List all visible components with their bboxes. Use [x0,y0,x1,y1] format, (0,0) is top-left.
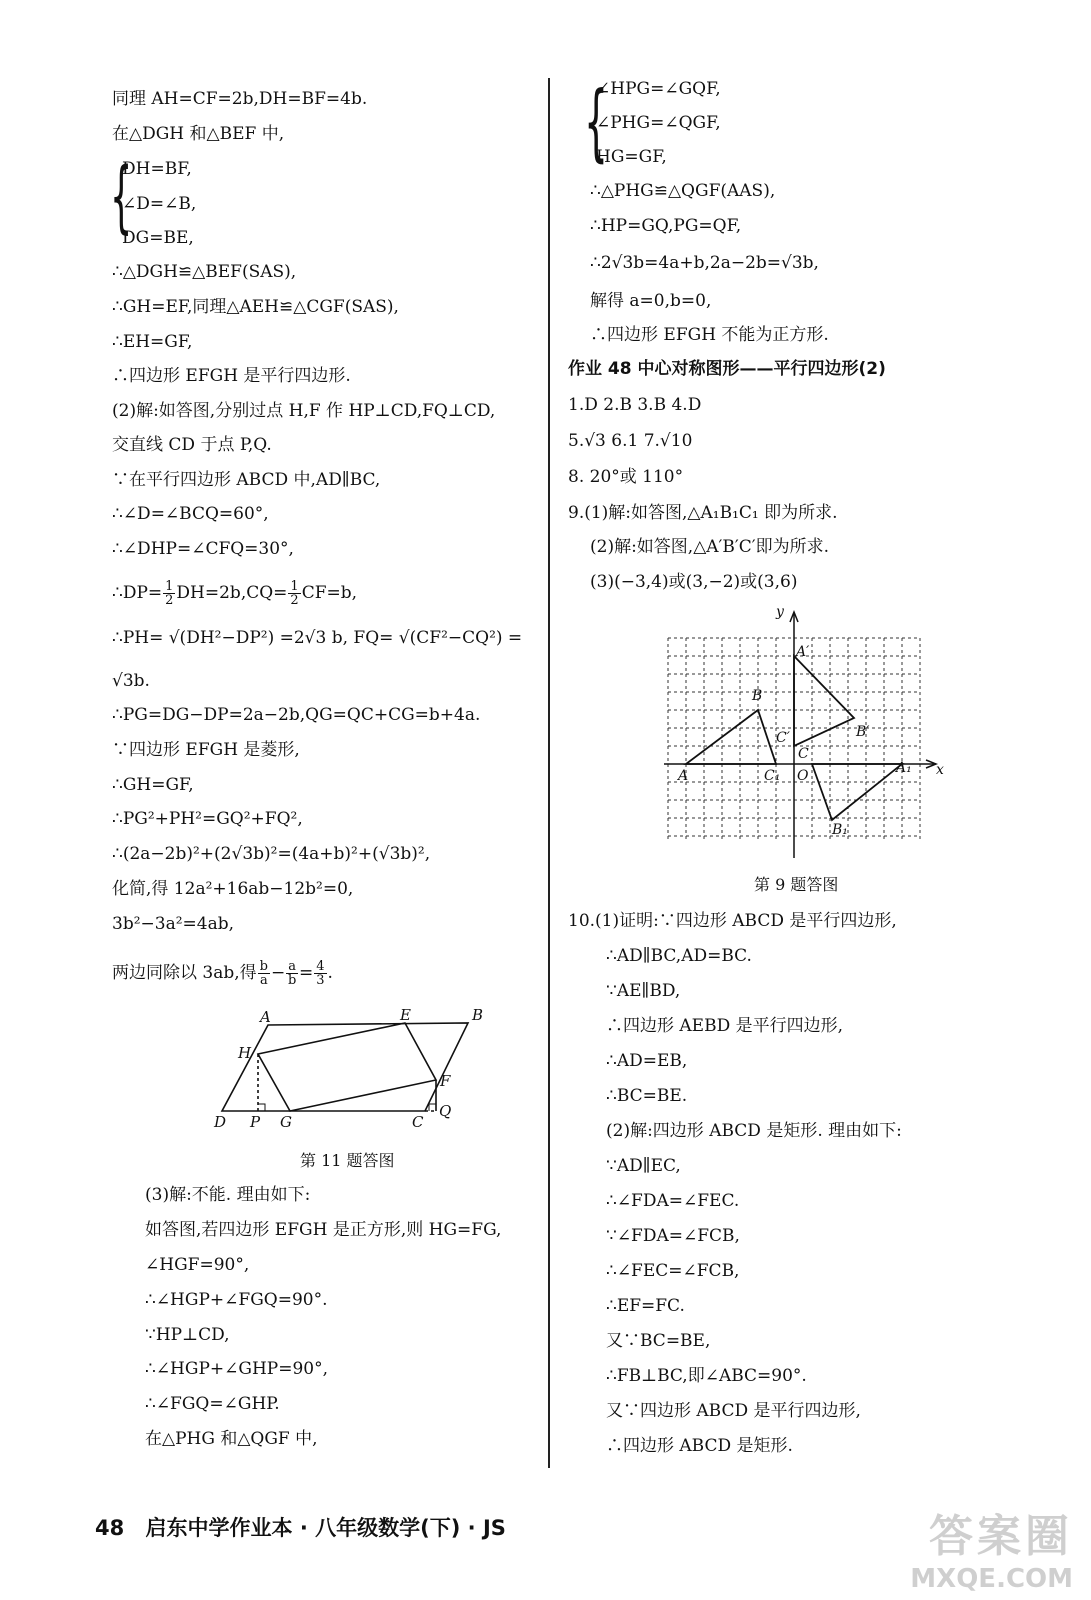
label-b1: B₁ [832,822,848,838]
watermark-text: 答案圈 [929,1511,1073,1562]
text-line: ∴∠HGP+∠GHP=90°, [145,1359,329,1379]
right-brace: { [584,73,609,171]
label-f: F [440,1072,451,1090]
text-line: √3b. [112,671,150,691]
text-line: ∴BC=BE. [606,1086,688,1106]
text-line: ∴四边形 EFGH 是平行四边形. [112,366,351,386]
text-segment: ∴DP= [112,583,163,603]
figure-9-coordinate-grid [660,600,950,860]
label-a: A [678,768,689,784]
watermark-logo [863,1500,1073,1594]
text-line: 3b²−3a²=4ab, [112,914,235,934]
text-line: ∠D=∠B, [122,194,197,214]
text-line: (3)解:不能. 理由如下: [145,1185,311,1205]
text-line: HG=GF, [596,147,667,167]
book-title: 启东中学作业本 · 八年级数学(下) · JS [145,1516,506,1540]
right-angle-mark-p [258,1104,265,1111]
text-line: ∴四边形 ABCD 是矩形. [606,1436,793,1456]
right-angle-mark-q [429,1104,436,1111]
label-c: C [798,746,809,762]
page-footer [95,1512,506,1542]
text-line: ∴GH=EF,同理△AEH≌△CGF(SAS), [112,297,399,317]
text-line: ∵四边形 EFGH 是菱形, [112,740,300,760]
text-segment: DH=2b,CQ= [176,583,288,603]
fraction-4-over-3 [314,960,326,987]
text-line: ∴(2a−2b)²+(2√3b)²=(4a+b)²+(√3b)², [112,844,431,864]
label-a: A [260,1008,271,1026]
fraction-a-over-b [286,960,298,987]
text-line: 在△DGH 和△BEF 中, [112,124,285,144]
label-origin: O [797,768,809,784]
text-segment: 两边同除以 3ab,得 [112,963,257,983]
label-x: x [936,762,944,778]
text-line: (3)(−3,4)或(3,−2)或(3,6) [590,572,798,592]
text-line: ∵∠FDA=∠FCB, [606,1226,740,1246]
text-line: ∴∠DHP=∠CFQ=30°, [112,539,294,559]
text-line: ∴∠HGP+∠FGQ=90°. [145,1290,328,1310]
denominator: b [287,973,297,988]
text-line: 解得 a=0,b=0, [590,291,712,311]
text-line: (2)解:如答图,△A′B′C′即为所求. [590,537,830,557]
text-line: 9.(1)解:如答图,△A₁B₁C₁ 即为所求. [568,503,838,523]
text-line: ∴HP=GQ,PG=QF, [590,216,742,236]
text-line: ∵HP⊥CD, [145,1325,230,1345]
triangle-a-prime-b-prime-c-prime [794,656,854,746]
text-line: ∴△DGH≌△BEF(SAS), [112,262,297,282]
text-line: ∴PH= √(DH²−DP²) =2√3 b, FQ= √(CF²−CQ²) = [112,628,523,648]
text-line: ∴△PHG≌△QGF(AAS), [590,181,776,201]
text-line: ∴PG=DG−DP=2a−2b,QG=QC+CG=b+4a. [112,705,481,725]
label-c-prime: C′ [776,730,790,746]
label-e: E [400,1006,411,1024]
text-line: ∴AD=EB, [606,1051,688,1071]
section-heading: 作业 48 中心对称图形——平行四边形(2) [568,359,886,379]
text-line: ∴EF=FC. [606,1296,685,1316]
minus-sign: − [270,963,286,983]
denominator: 3 [316,973,325,988]
label-h: H [238,1044,252,1062]
text-line: ∵AE∥BD, [606,981,681,1001]
label-c1: C₁ [764,768,781,784]
numerator: 1 [290,579,299,594]
text-line: 10.(1)证明:∵四边形 ABCD 是平行四边形, [568,911,897,931]
denominator: a [259,973,268,988]
label-d: D [214,1113,227,1131]
text-line: ∠HGF=90°, [145,1255,250,1275]
fraction-line [112,960,333,987]
text-line: 同理 AH=CF=2b,DH=BF=4b. [112,89,368,109]
quadrilateral-efgh [258,1023,436,1111]
period: . [327,963,333,983]
figure-11-diagram [200,1000,500,1135]
text-line: ∴AD∥BC,AD=BC. [606,946,752,966]
text-line: 8. 20°或 110° [568,467,684,487]
triangle-abc [686,710,776,764]
numerator: 4 [316,959,325,974]
triangle-a1-b1-c1 [812,764,902,820]
numerator: b [259,959,268,974]
fraction-line [112,580,357,607]
text-line: ∠HPG=∠GQF, [596,79,721,99]
label-p: P [250,1113,261,1131]
text-line: DG=BE, [122,228,194,248]
text-line: 又∵四边形 ABCD 是平行四边形, [606,1401,861,1421]
text-line: ∴FB⊥BC,即∠ABC=90°. [606,1366,807,1386]
text-line: ∴∠FEC=∠FCB, [606,1261,740,1281]
text-line: 化简,得 12a²+16ab−12b²=0, [112,879,354,899]
text-line: 1.D 2.B 3.B 4.D [568,395,702,415]
figure-9-caption: 第 9 题答图 [754,875,839,894]
label-a1: A₁ [896,760,912,776]
text-line: ∴GH=GF, [112,775,194,795]
text-line: (2)解:如答图,分别过点 H,F 作 HP⊥CD,FQ⊥CD, [112,401,496,421]
text-line: ∴四边形 EFGH 不能为正方形. [590,325,829,345]
label-c: C [412,1113,424,1131]
text-line: ∴∠FGQ=∠GHP. [145,1394,280,1414]
label-g: G [280,1113,292,1131]
label-b: B [752,688,763,704]
text-line: (2)解:四边形 ABCD 是矩形. 理由如下: [606,1121,902,1141]
text-line: ∴∠D=∠BCQ=60°, [112,504,269,524]
text-line: ∴EH=GF, [112,332,193,352]
denominator: 2 [290,593,299,608]
text-line: ∵AD∥EC, [606,1156,681,1176]
fraction-b-over-a [258,960,270,987]
label-b: B [472,1006,484,1024]
text-line: DH=BF, [122,159,192,179]
column-divider [548,78,550,1468]
text-line: ∴四边形 AEBD 是平行四边形, [606,1016,844,1036]
text-line: ∵在平行四边形 ABCD 中,AD∥BC, [112,470,381,490]
watermark-url: MXQE.COM [910,1564,1073,1594]
denominator: 2 [165,593,174,608]
text-line: 5.√3 6.1 7.√10 [568,431,693,451]
numerator: 1 [165,579,174,594]
left-brace: { [110,152,133,242]
text-line: ∴∠FDA=∠FEC. [606,1191,740,1211]
figure-11-caption: 第 11 题答图 [300,1151,395,1170]
text-line: ∠PHG=∠QGF, [596,113,721,133]
text-line: ∴2√3b=4a+b,2a−2b=√3b, [590,253,819,273]
label-y: y [776,604,784,620]
numerator: a [288,959,296,974]
label-a-prime: A′ [796,644,810,660]
text-segment: CF=b, [301,583,358,603]
equals-sign: = [299,963,314,983]
label-q: Q [439,1102,452,1120]
text-line: 如答图,若四边形 EFGH 是正方形,则 HG=FG, [145,1220,502,1240]
text-line: 又∵BC=BE, [606,1331,711,1351]
label-b-prime: B′ [856,724,870,740]
fraction-half [288,580,300,607]
text-line: 交直线 CD 于点 P,Q. [112,435,272,455]
fraction-half [163,580,175,607]
text-line: ∴PG²+PH²=GQ²+FQ², [112,809,303,829]
text-line: 在△PHG 和△QGF 中, [145,1429,318,1449]
page-number: 48 [95,1516,125,1540]
